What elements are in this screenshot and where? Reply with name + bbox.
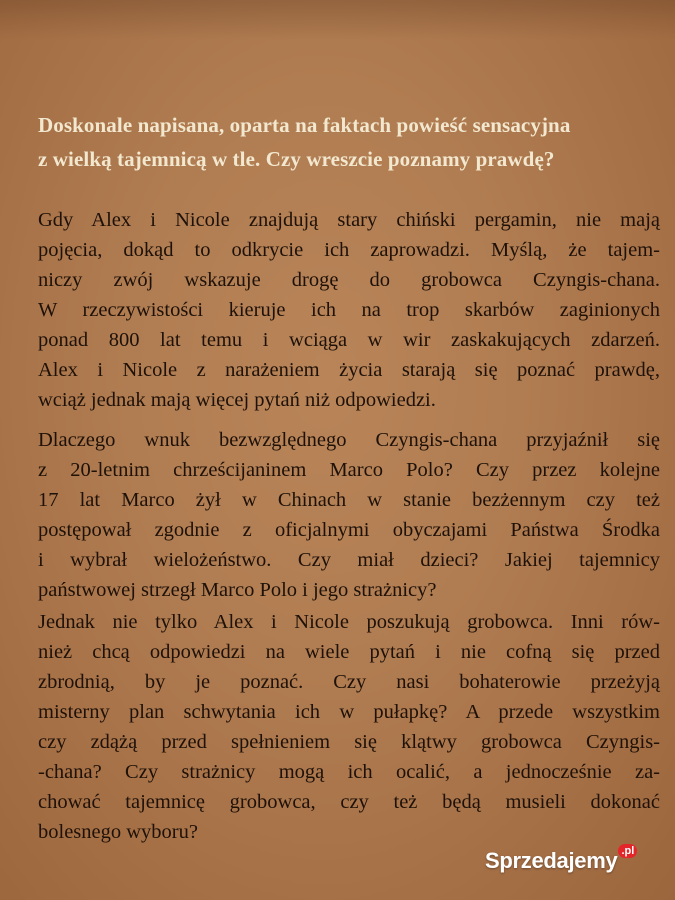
text-line: W rzeczywistości kieruje ich na trop skarbów zaginionych [38,299,660,321]
text-line: Dlaczego wnuk bezwzględnego Czyngis-chana przyjaźnił się [38,429,660,451]
text-line: państwowej strzegł Marco Polo i jego strażnicy? [38,579,437,601]
text-line: niczy zwój wskazuje drogę do grobowca Czyngis-chana. [38,269,660,291]
lead-blurb [38,108,658,176]
text-line: Gdy Alex i Nicole znajdują stary chiński pergamin, nie mają [38,209,660,231]
text-line: misterny plan schwytania ich w pułapkę? A przede wszystkim [38,701,660,723]
text-line: Jednak nie tylko Alex i Nicole poszukują grobowca. Inni rów- [38,611,660,633]
text-line: pojęcia, dokąd to odkrycie ich zaprowadzi. Myślą, że tajem- [38,239,660,261]
watermark-text: Sprzedajemy [485,848,618,873]
watermark-logo [485,845,637,874]
text-line: z 20-letnim chrześcijaninem Marco Polo? Czy przez kolejne [38,459,660,481]
paragraph-3 [38,607,660,847]
watermark-badge: .pl [618,844,637,858]
text-line: postępował zgodnie z oficjalnymi obyczajami Państwa Środka [38,519,660,541]
text-line: czy zdążą przed spełnieniem się klątwy grobowca Czyngis- [38,731,660,753]
paragraph-2 [38,425,660,605]
lead-line: z wielką tajemnicą w tle. Czy wreszcie poznamy prawdę? [38,147,555,171]
text-line: wciąż jednak mają więcej pytań niż odpowiedzi. [38,389,436,411]
text-line: Alex i Nicole z narażeniem życia starają się poznać prawdę, [38,359,660,381]
lead-line: Doskonale napisana, oparta na faktach powieść sensacyjna [38,113,571,137]
text-line: i wybrał wielożeństwo. Czy miał dzieci? Jakiej tajemnicy [38,549,660,571]
text-line: -chana? Czy strażnicy mogą ich ocalić, a jednocześnie za- [38,761,660,783]
paragraph-1 [38,205,660,415]
text-line: chować tajemnicę grobowca, czy też będą musieli dokonać [38,791,660,813]
text-line: 17 lat Marco żył w Chinach w stanie bezżennym czy też [38,489,660,511]
text-line: ponad 800 lat temu i wciąga w wir zaskakujących zdarzeń. [38,329,660,351]
text-line: nież chcą odpowiedzi na wiele pytań i nie cofną się przed [38,641,660,663]
text-line: zbrodnią, by je poznać. Czy nasi bohaterowie przeżyją [38,671,660,693]
top-shadow [0,0,675,40]
text-line: bolesnego wyboru? [38,821,198,843]
